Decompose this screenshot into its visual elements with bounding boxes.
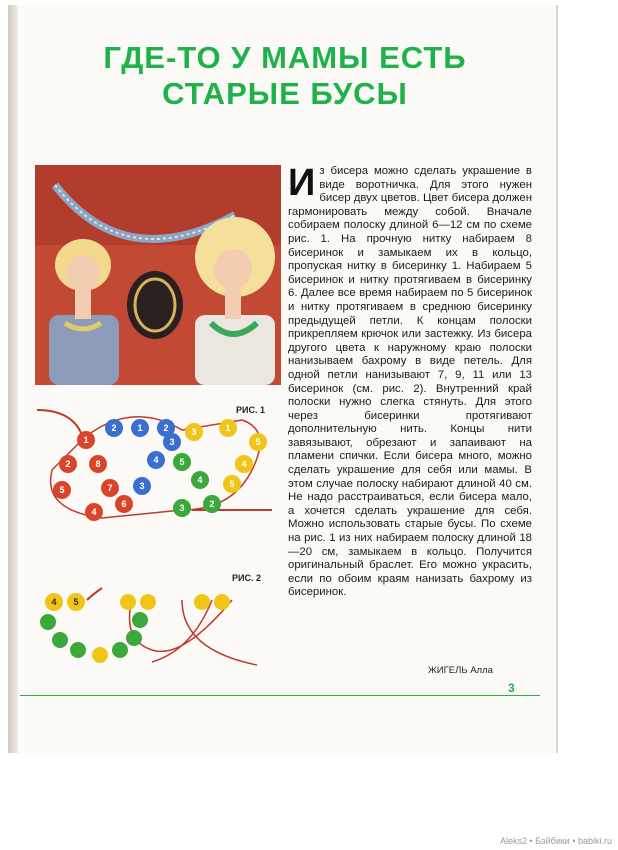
title-line-1: ГДЕ-ТО У МАМЫ ЕСТЬ: [103, 40, 467, 75]
fig1-bead-label: 5: [59, 485, 65, 495]
dolls-photo: [35, 165, 281, 385]
page-number: 3: [508, 681, 515, 695]
fig1-bead-label: 4: [197, 475, 203, 485]
page-spine: [8, 5, 18, 753]
fig1-bead-label: 5: [179, 457, 185, 467]
fig1-bead-label: 3: [179, 503, 185, 513]
fig1-bead-label: 3: [191, 427, 197, 437]
bead-scheme-figure-1: [32, 400, 280, 530]
fig1-bead-label: 1: [225, 423, 231, 433]
fig1-bead-label: 6: [121, 499, 127, 509]
fig1-bead-label: 1: [83, 435, 89, 445]
article-body: [288, 162, 533, 600]
magazine-page: [8, 5, 556, 753]
fig1-bead-label: 3: [169, 437, 175, 447]
fig1-bead-label: 2: [111, 423, 117, 433]
figure-1-label: РИС. 1: [236, 405, 265, 415]
title-line-2: СТАРЫЕ БУСЫ: [162, 76, 408, 111]
page-title: [30, 40, 540, 112]
footer-divider: [20, 695, 540, 696]
fig1-bead-label: 4: [241, 459, 247, 469]
fig1-bead-label: 4: [91, 507, 97, 517]
fig2-bead-label: 4: [51, 597, 57, 607]
fig1-bead-label: 2: [163, 423, 169, 433]
fig1-bead-label: 3: [139, 481, 145, 491]
fig1-bead-label: 2: [65, 459, 71, 469]
author-name: ЖИГЕЛЬ Алла: [428, 665, 493, 676]
figure-2-label: РИС. 2: [232, 573, 261, 583]
fig1-bead-label: 8: [95, 459, 101, 469]
article-text: з бисера можно сделать украшение в виде воротничка. Для этого нужен бисер двух цветов. Цвет бисера должен гармонировать между собой. Вначале собираем полоску длиной 6—12 см по схеме рис. 1. На прочную нитку набираем 8 бисеринок и замыкаем их в кольцо, пропуская нитку в бисеринку 1. Набираем 5 бисеринок и нитку протягиваем в бисеринку 6. Далее все время набираем по 5 бисеринок и нитку протягиваем в среднюю бисеринку предыдущей петли. К концам полоски прикрепляем крючок или застежку. Из бисера другого цвета к наружному краю полоски нанизываем бахрому в виде петель. Для одной петли нанизывают 7, 9, 11 или 13 бисеринок (см. рис. 2). Внутренний край полоски нужно слегка стянуть. Для этого через бисеринки протягивают дополнительную нить. Концы нити завязывают, обрезают и запаивают на пламени спички. Если бисера много, можно сделать украшение для себя или мамы. В этом случае полоску набирают длиной 40 см. Не надо расстраиваться, если бисера мало, а хочется сделать украшение для себя. Можно использовать старые бусы. По схеме на рис. 1 из них набираем полоску длиной 18—20 см, замыкаем в кольцо. Получится оригинальный браслет. Его можно украсить, если по обоим краям нанизать бахрому из бисеринок.: [288, 165, 533, 599]
fig1-bead-label: 2: [209, 499, 215, 509]
fig1-bead-label: 7: [107, 483, 113, 493]
fig1-bead-label: 5: [255, 437, 261, 447]
fig1-bead-label: 4: [153, 455, 159, 465]
fig2-bead-label: 5: [73, 597, 79, 607]
bead-fringe-figure-2: [32, 580, 282, 675]
drop-cap: И: [288, 162, 316, 204]
site-watermark: Aleks2 • Бэйбики • babiki.ru: [499, 836, 612, 846]
fig1-bead-label: 1: [137, 423, 143, 433]
fig1-bead-label: 5: [229, 479, 235, 489]
